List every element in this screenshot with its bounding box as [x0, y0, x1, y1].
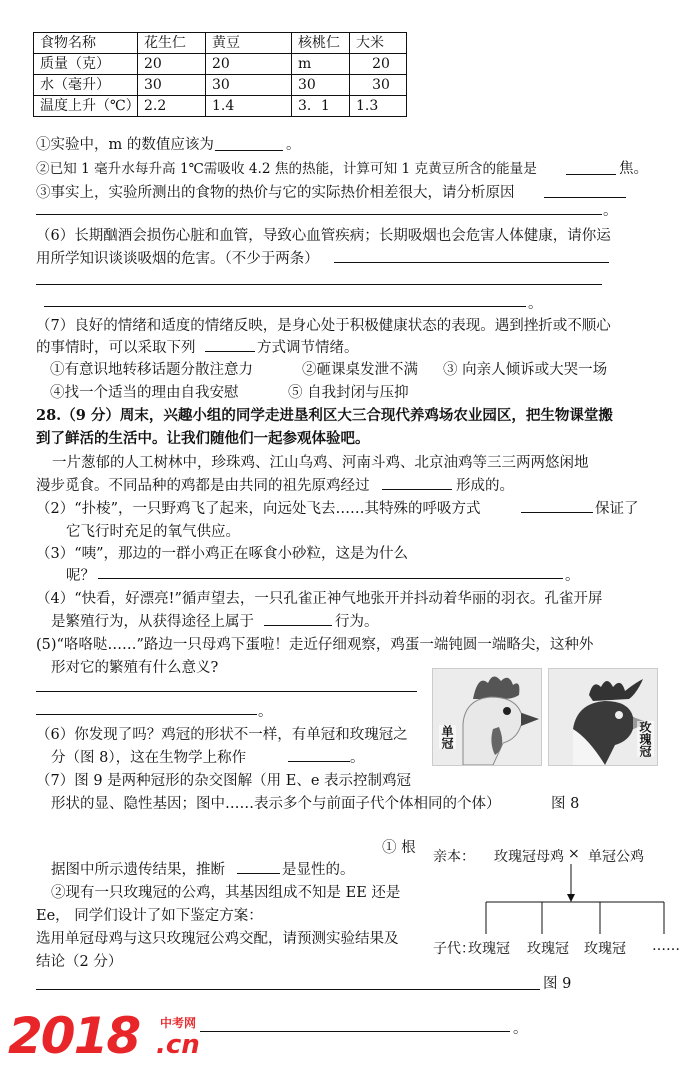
answer-blank[interactable] [36, 714, 257, 715]
question-text: 据图中所示遗传结果，推断 [51, 862, 225, 878]
table-header-cell: 花生仁 [138, 33, 206, 54]
question-text: (5)“咯咯哒……”路边一只母鸡下蛋啦！走近仔细观察，鸡蛋一端钝圆一端略尖，这种外 [36, 637, 594, 653]
question-text: 是显性的。 [282, 862, 355, 878]
offspring-item: 玫瑰冠 [584, 941, 626, 957]
answer-blank[interactable] [566, 174, 616, 175]
table-cell: 3．1 [292, 96, 350, 117]
question-text: 结论（2 分） [36, 954, 123, 970]
table-cell: 水（毫升） [34, 75, 138, 96]
table-header-cell: 黄豆 [206, 33, 292, 54]
table-cell: 20 [206, 54, 292, 75]
table-row [34, 54, 407, 75]
table-cell: 1.3 [350, 96, 407, 117]
logo-main-text: 2018 [8, 1007, 140, 1065]
cross-symbol: × [568, 846, 580, 862]
question-text: 分（图 8），这在生物学上称作 [51, 750, 247, 766]
question-text: （6）长期酗酒会损伤心脏和血管，导致心血管疾病；长期吸烟也会危害人体健康，请你运 [36, 228, 611, 244]
option-text: ⑤ 自我封闭与压抑 [288, 385, 409, 401]
food-energy-table [33, 32, 407, 117]
question-text: ①实验中，m 的数值应该为 [36, 137, 214, 153]
question-text: 保证了 [595, 501, 639, 517]
question-text: （6）你发现了吗？鸡冠的形状不一样，有单冠和玫瑰冠之 [36, 727, 408, 743]
answer-blank[interactable] [288, 761, 350, 762]
question-text: （2）“扑棱”，一只野鸡飞了起来，向远处飞去……其特殊的呼吸方式 [36, 501, 481, 517]
question-text: 焦。 [619, 161, 648, 177]
table-cell: 30 [350, 75, 407, 96]
table-row [34, 96, 407, 117]
answer-blank[interactable] [521, 512, 593, 513]
table-header-cell: 大米 [350, 33, 407, 54]
answer-blank[interactable] [36, 691, 417, 692]
answer-blank[interactable] [98, 578, 563, 579]
table-header-cell: 食物名称 [34, 33, 138, 54]
question-text: 选用单冠母鸡与这只玫瑰冠公鸡交配，请预测实验结果及 [36, 931, 399, 947]
table-cell: 30 [292, 75, 350, 96]
offspring-item: 玫瑰冠 [527, 941, 569, 957]
question-text: （7）良好的情绪和适度的情绪反映，是身心处于积极健康状态的表现。遇到挫折或不顺心 [36, 318, 611, 334]
question-text: 漫步觅食。不同品种的鸡都是由共同的祖先原鸡经过 [36, 478, 370, 494]
question-text: 用所学知识谈谈吸烟的危害。（不少于两条） [36, 251, 319, 267]
question-text: （3）“咦”，那边的一群小鸡正在啄食小砂粒，这是为什么 [36, 546, 409, 562]
answer-blank[interactable] [205, 351, 255, 352]
table-cell: 温度上升（℃） [34, 96, 138, 117]
pedigree-lines [480, 864, 666, 934]
answer-blank[interactable] [382, 489, 452, 490]
figure-caption: 图 8 [551, 796, 580, 812]
logo-small-text: 中考网 [160, 1016, 197, 1030]
table-header-row [34, 33, 407, 54]
question-text: 的事情时，可以采取下列 [36, 340, 196, 356]
question-text: 形成的。 [456, 478, 514, 494]
question-text: 。 [528, 296, 543, 312]
table-cell: 20 [138, 54, 206, 75]
offspring-item: 玫瑰冠 [468, 941, 510, 957]
question-text: ① 根 [382, 840, 416, 856]
answer-blank[interactable] [36, 989, 540, 990]
answer-blank[interactable] [544, 197, 626, 198]
table-header-cell: 核桃仁 [292, 33, 350, 54]
question-text: ②现有一只玫瑰冠的公鸡，其基因组成不知是 EE 还是 [51, 885, 401, 901]
question-text: 。 [603, 203, 618, 219]
question-text: 它飞行时充足的氧气供应。 [66, 524, 240, 540]
table-cell: 30 [138, 75, 206, 96]
answer-blank[interactable] [334, 262, 609, 263]
option-text: ③ 向亲人倾诉或大哭一场 [443, 362, 608, 378]
question-text: （4）“快看，好漂亮!”循声望去，一只孔雀正神气地张开并抖动着华丽的羽衣。孔雀开屏 [36, 591, 603, 607]
answer-blank[interactable] [36, 214, 602, 215]
question-text: Ee， 同学们设计了如下鉴定方案： [36, 908, 263, 924]
parents-label: 亲本： [433, 849, 475, 865]
offspring-label: 子代： [433, 941, 475, 957]
question-text: ③事实上，实验所测出的食物的热价与它的实际热价相差很大，请分析原因 [36, 185, 515, 201]
question-text: 行为。 [335, 614, 379, 630]
question-text: 是繁殖行为，从获得途径上属于 [51, 614, 254, 630]
question-text: 。 [286, 137, 301, 153]
answer-blank[interactable] [264, 625, 332, 626]
question-text: 。 [258, 704, 273, 720]
table-cell: 20 [350, 54, 407, 75]
option-text: ②砸课桌发泄不满 [302, 362, 418, 378]
question-text: 形对它的繁殖有什么意义? [51, 660, 219, 676]
table-cell: 2.2 [138, 96, 206, 117]
parent-mother: 玫瑰冠母鸡 [494, 849, 564, 865]
table-cell: 1.4 [206, 96, 292, 117]
parent-father: 单冠公鸡 [588, 849, 644, 865]
question-heading: 28.（9 分）周末，兴趣小组的同学走进垦利区大三合现代养鸡场农业园区，把生物课堂搬 [36, 407, 613, 424]
answer-blank[interactable] [200, 1031, 510, 1032]
answer-blank[interactable] [215, 150, 283, 151]
single-comb-rooster-photo [432, 668, 542, 766]
figure-caption: 图 9 [543, 976, 572, 992]
question-text: 。 [350, 750, 365, 766]
table-cell: 30 [206, 75, 292, 96]
answer-blank[interactable] [237, 873, 280, 874]
question-text: 方式调节情绪。 [257, 340, 359, 356]
answer-blank[interactable] [36, 284, 602, 285]
answer-blank[interactable] [44, 306, 526, 307]
question-text: （7）图 9 是两种冠形的杂交图解（用 E、e 表示控制鸡冠 [36, 773, 412, 789]
table-cell: 质量（克） [34, 54, 138, 75]
question-heading: 到了鲜活的生活中。让我们随他们一起参观体验吧。 [36, 430, 370, 447]
question-text: ②已知 1 毫升水每升高 1℃需吸收 4.2 焦的热能，计算可知 1 克黄豆所含的能量是 [36, 161, 537, 177]
table-row [34, 75, 407, 96]
question-text: 一片葱郁的人工树林中，珍珠鸡、江山乌鸡、河南斗鸡、北京油鸡等三三两两悠闲地 [52, 455, 589, 471]
table-cell: m [292, 54, 350, 75]
question-text: 。 [513, 1021, 528, 1037]
question-text: 。 [565, 568, 580, 584]
option-text: ④找一个适当的理由自我安慰 [50, 385, 239, 401]
rose-comb-label: 玫瑰冠 [638, 721, 652, 757]
rose-comb-rooster-photo [548, 668, 658, 766]
question-text: 呢？ [66, 568, 95, 584]
option-text: ①有意识地转移话题分散注意力 [50, 362, 253, 378]
offspring-item: …… [652, 938, 680, 954]
single-comb-label: 单冠 [440, 725, 454, 749]
logo-domain-text: .cn [156, 1030, 200, 1060]
question-text: 形状的显、隐性基因；图中……表示多个与前面子代个体相同的个体） [51, 796, 501, 812]
